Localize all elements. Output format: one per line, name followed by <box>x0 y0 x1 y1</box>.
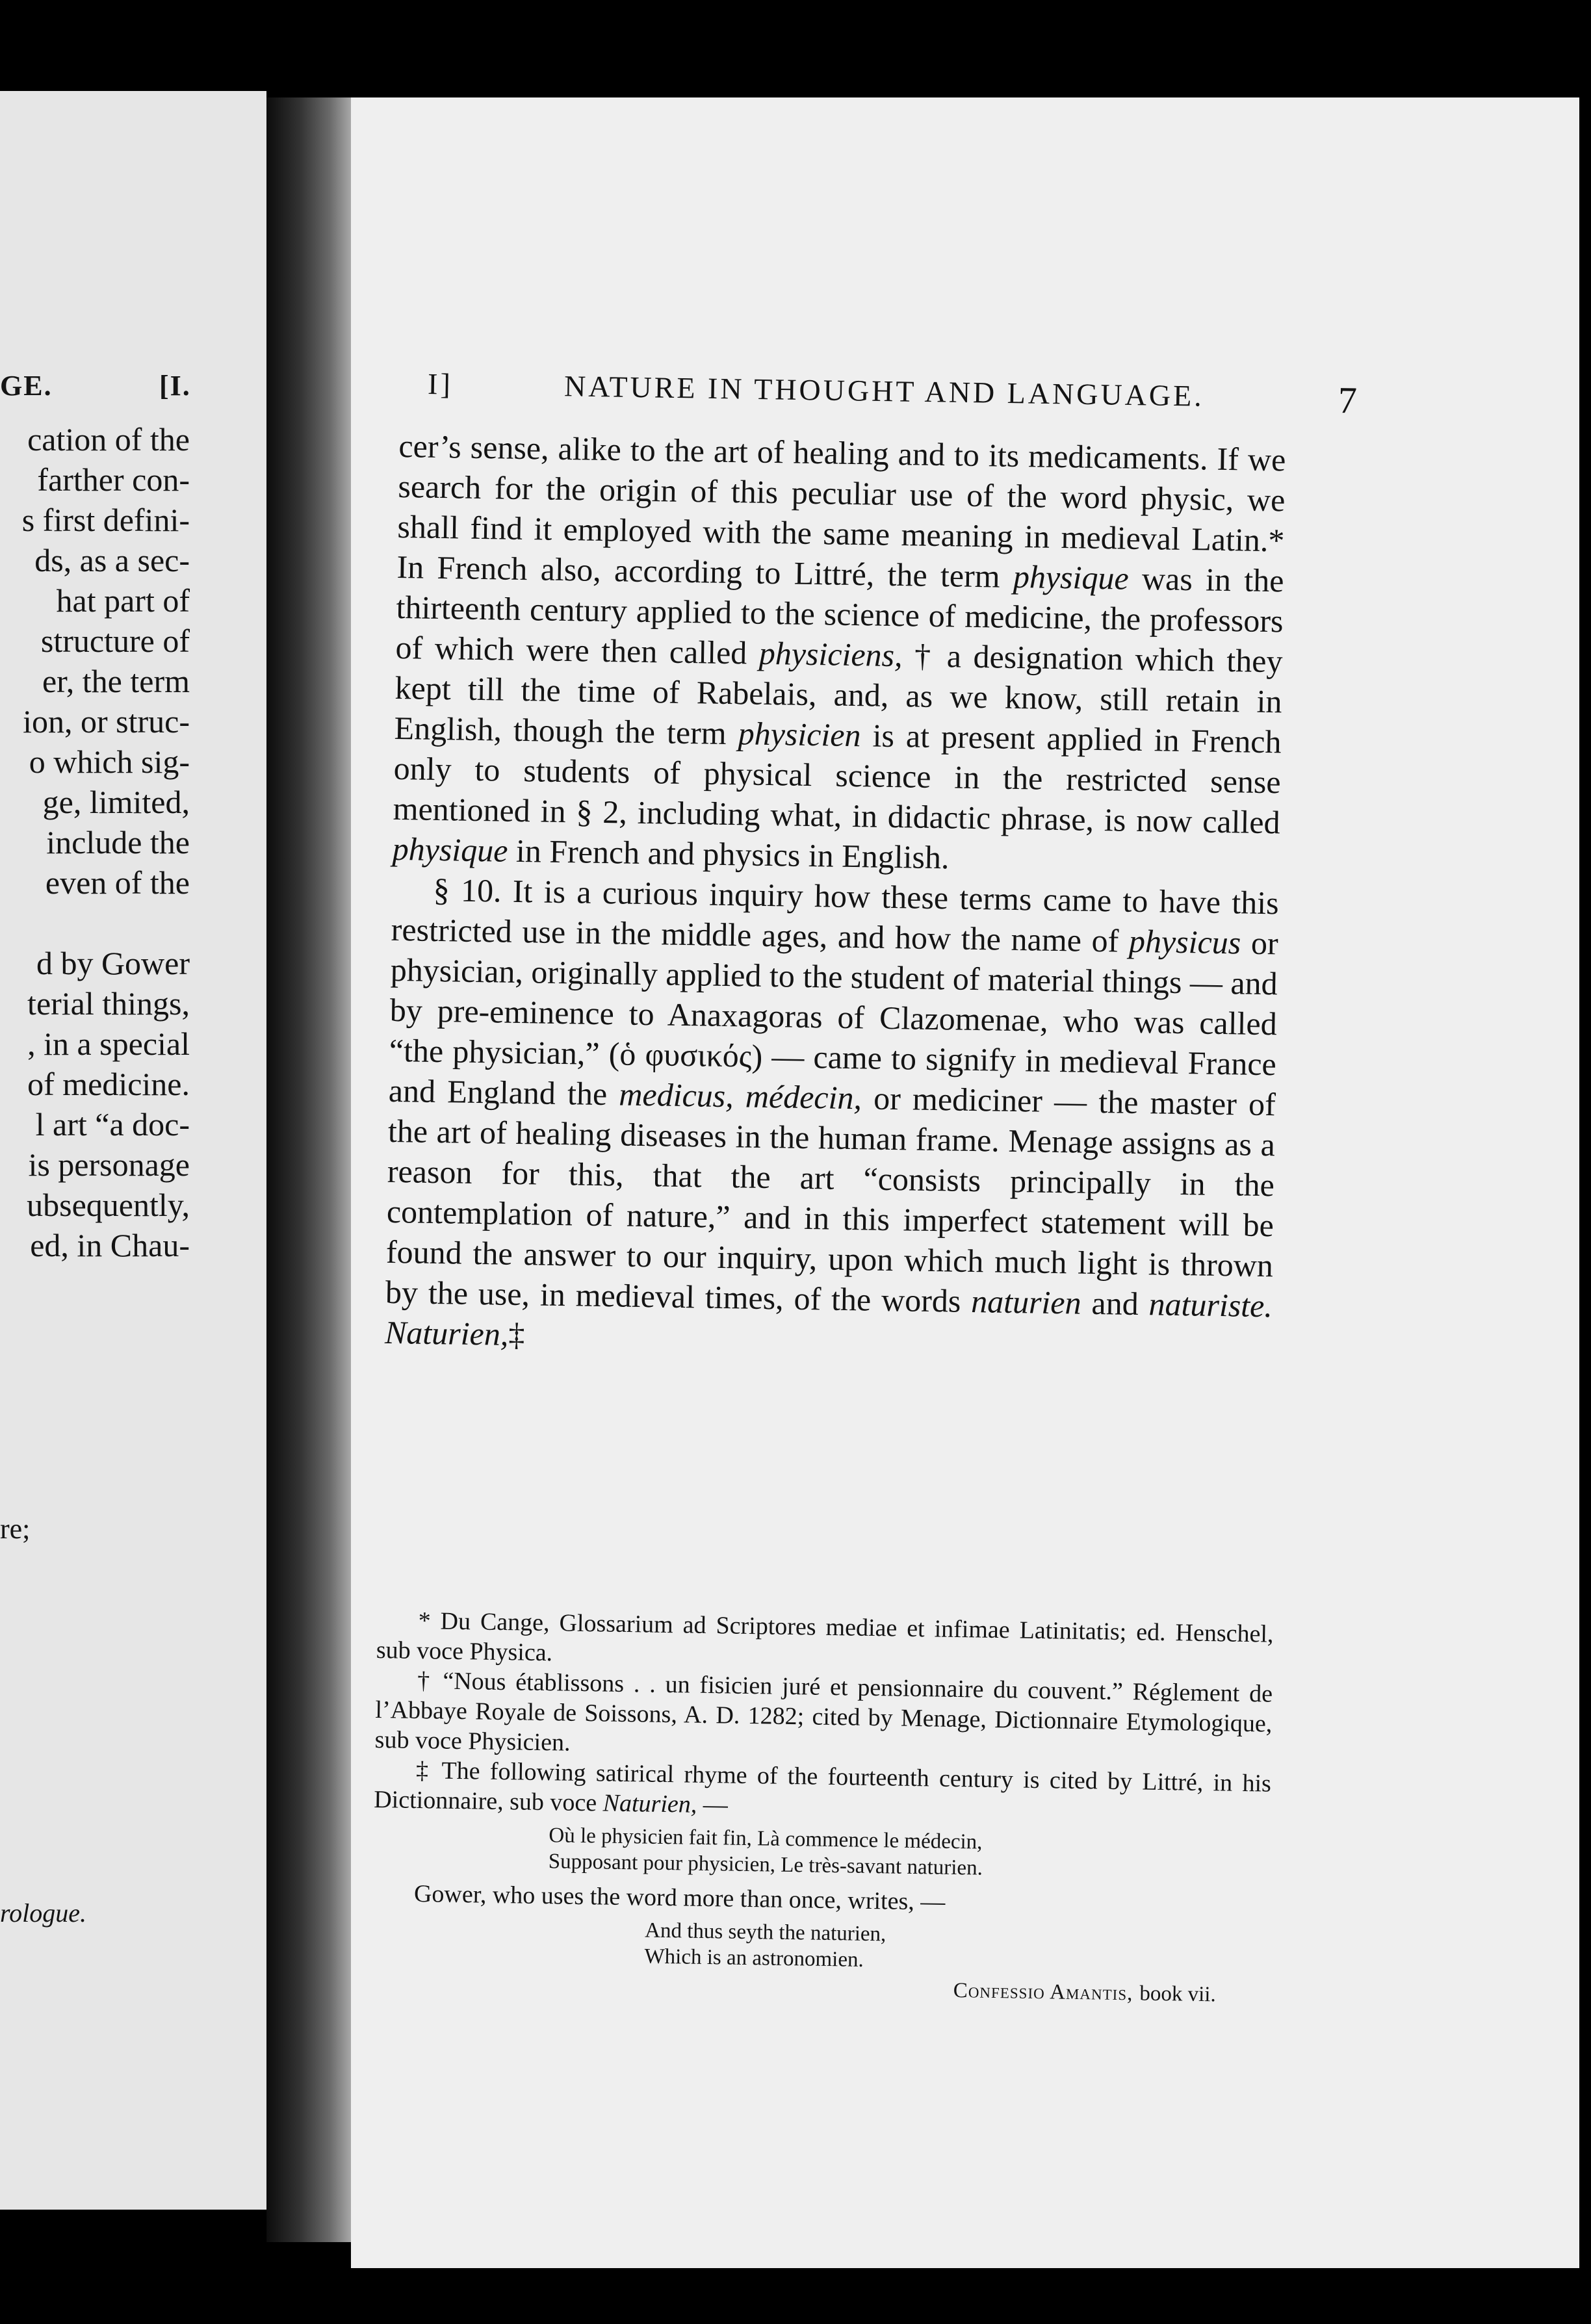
facing-line: of medicine. <box>27 1066 190 1102</box>
facing-line: structure of <box>40 623 190 659</box>
paragraph-continuation: cer’s sense, alike to the art of healing and to its medicaments. If we search for the origin of this peculiar use of the word physic, we shall find it employed with the same meaning in medieval Latin.* In French also, according to Littré, the term physique was in the thirteenth century applied to the science of medicine, the professors of which were then called physiciens, † a designation which they kept till the time of Rabelais, and, as we know, still retain in English, though the term physicien is at present applied in French only to students of physical science in the restricted sense mentioned in § 2, including what, in didactic phrase, is now called physique in French and physics in English. <box>392 427 1286 876</box>
facing-header-section-mark: [I. <box>159 370 191 402</box>
facing-line: s first defini- <box>21 502 190 538</box>
facing-prologue-fragment: rologue. <box>0 1898 86 1928</box>
italic-term: medicus, médecin, <box>618 1076 862 1117</box>
verse-quotation <box>373 1820 1271 1886</box>
italic-term: physicus <box>1128 922 1241 961</box>
verse-line: Which is an astronomien. <box>644 1944 864 1972</box>
facing-line: include the <box>46 824 190 860</box>
chapter-marker: I] <box>427 367 454 401</box>
facing-header-word: GE. <box>0 370 53 402</box>
italic-term: Naturien, <box>384 1313 509 1352</box>
facing-line: ed, in Chau- <box>30 1227 190 1263</box>
facing-line: l art “a doc- <box>35 1106 190 1143</box>
facing-line: ubsequently, <box>27 1187 190 1223</box>
source-reference: book vii. <box>1139 1982 1217 2007</box>
italic-term: naturiste. <box>1148 1285 1273 1324</box>
footnote-double-dagger: ‡ The following satirical rhyme of the fourteenth century is cited by Littré, in his Dictionnaire, sub voce Naturien, — <box>373 1756 1272 1819</box>
verse-line: And thus seyth the naturien, <box>644 1918 886 1946</box>
book-gutter-shadow <box>266 97 351 2242</box>
body-text <box>385 426 1286 1366</box>
italic-term: naturien <box>970 1282 1082 1321</box>
book-page <box>351 97 1579 2268</box>
facing-line: ge, limited, <box>42 784 190 820</box>
facing-line: even of the <box>45 864 190 901</box>
facing-line: cation of the <box>27 421 190 458</box>
verse-line: Où le physicien fait fin, Là commence le médecin, <box>549 1824 983 1854</box>
footnote-star: * Du Cange, Glossarium ad Scriptores mediae et infimae Latinitatis; ed. Henschel, sub voce Physica. <box>376 1607 1274 1667</box>
verse-line: Supposant pour physicien, Le très-savant naturien. <box>548 1850 983 1880</box>
running-title: NATURE IN THOUGHT AND LANGUAGE. <box>563 369 1205 413</box>
footnote-dagger: † “Nous établissons . . un fisicien juré et pensionnaire du couvent.” Réglement de l’Abbaye Royale de Soissons, A. D. 1282; cited by Menage, Dictionnaire Etymologique, sub voce Physicien. <box>374 1666 1273 1757</box>
facing-page <box>0 91 266 2210</box>
facing-line: hat part of <box>56 582 190 619</box>
italic-term: physique <box>392 830 508 869</box>
facing-page-text <box>0 419 266 1265</box>
facing-line: d by Gower <box>36 945 190 981</box>
running-header <box>427 367 1357 426</box>
facing-line: , in a special <box>27 1026 190 1062</box>
facing-line: er, the term <box>42 663 190 699</box>
facing-line: o which sig- <box>29 743 190 780</box>
facing-paragraph-gap <box>0 903 266 943</box>
facing-line: terial things, <box>27 985 190 1022</box>
italic-term: physique <box>1013 558 1130 597</box>
italic-term: physiciens, <box>758 634 903 674</box>
facing-line: ds, as a sec- <box>34 542 190 578</box>
facing-line: ion, or struc- <box>23 703 190 740</box>
paragraph-section-10: § 10. It is a curious inquiry how these terms came to have this restricted use in the middle ages, and how the name of physicus or physician, originally applied to the student of material things — and by pre-eminence to Anaxagoras of Clazomenae, who was called “the physician,” (ὁ φυσικός) — came to signify in medieval France and England the medicus, médecin, or mediciner — the master of the art of healing diseases in the human frame. Menage assigns as a reason for this, that the art “consists principally in the contemplation of nature,” and in this imperfect statement will be found the answer to our inquiry, upon which much light is thrown by the use, in medieval times, of the words naturien and naturiste. Naturien,‡ <box>384 871 1280 1353</box>
facing-line: is personage <box>28 1146 190 1183</box>
facing-line: farther con- <box>37 461 190 498</box>
footnotes <box>371 1605 1274 2011</box>
footnote-gower-line: Gower, who uses the word more than once, writes, — <box>413 1879 946 1916</box>
italic-term: physicien <box>738 715 861 754</box>
facing-footnote-fragment: re; <box>0 1513 31 1545</box>
page-number: 7 <box>1338 379 1358 422</box>
source-title: Confessio Amantis, <box>953 1979 1133 2006</box>
